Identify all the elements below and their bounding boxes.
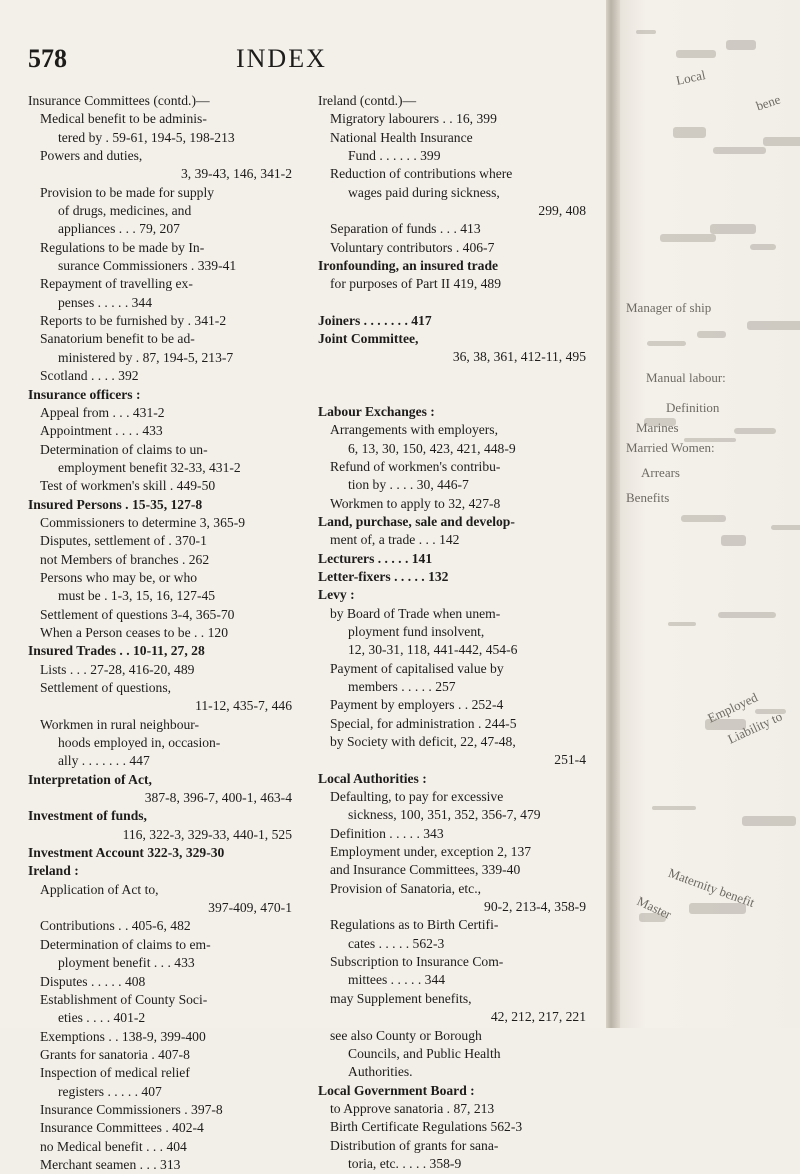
- index-line: ment of, a trade . . . 142: [330, 532, 460, 548]
- facing-page-fragment: Manual labour:: [646, 370, 726, 385]
- index-line: ministered by . 87, 194-5, 213-7: [58, 349, 234, 365]
- ink-smudge: [636, 30, 656, 34]
- page-header: [0, 44, 606, 84]
- index-heading: Investment Account 322-3, 329-30: [28, 845, 225, 861]
- index-line: toria, etc. . . . . 358-9: [348, 1155, 462, 1171]
- ink-smudge: [652, 806, 696, 810]
- index-line: Refund of workmen's contribu-: [330, 458, 501, 474]
- index-line: tered by . 59-61, 194-5, 198-213: [58, 129, 235, 145]
- ink-smudge: [644, 418, 676, 426]
- running-title: INDEX: [236, 44, 327, 73]
- ink-smudge: [697, 331, 726, 338]
- index-heading: Local Government Board :: [318, 1082, 475, 1098]
- index-line: National Health Insurance: [330, 129, 473, 145]
- ink-smudge: [771, 525, 800, 530]
- index-line: wages paid during sickness,: [348, 184, 500, 200]
- index-line: Voluntary contributors . 406-7: [330, 239, 495, 255]
- index-line: Fund . . . . . . 399: [348, 148, 441, 164]
- index-line: Insurance Commissioners . 397-8: [40, 1101, 223, 1117]
- index-line: may Supplement benefits,: [330, 990, 472, 1006]
- book-gutter: [606, 0, 620, 1028]
- index-column-left: [28, 92, 296, 1174]
- index-heading: Insured Persons . 15-35, 127-8: [28, 496, 203, 512]
- index-line: Appeal from . . . 431-2: [40, 404, 165, 420]
- index-line: Insurance Committees . 402-4: [40, 1120, 204, 1136]
- index-line: 11-12, 435-7, 446: [195, 698, 292, 714]
- facing-page-fragment: Definition: [666, 400, 720, 415]
- index-line: not Members of branches . 262: [40, 551, 210, 567]
- ink-smudge: [689, 903, 746, 914]
- index-line: penses . . . . . 344: [58, 294, 153, 310]
- facing-page-fragment: Employed: [705, 689, 760, 726]
- index-line: Defaulting, to pay for excessive: [330, 789, 504, 805]
- index-line: 3, 39-43, 146, 341-2: [180, 166, 292, 182]
- index-line: 6, 13, 30, 150, 423, 421, 448-9: [348, 440, 516, 456]
- index-line: Subscription to Insurance Com-: [330, 954, 504, 970]
- index-line: must be . 1-3, 15, 16, 127-45: [58, 588, 216, 604]
- index-line: Settlement of questions 3-4, 365-70: [40, 606, 235, 622]
- index-line: Councils, and Public Health: [348, 1045, 501, 1061]
- index-line: 387-8, 396-7, 400-1, 463-4: [144, 790, 292, 806]
- facing-page-edge: [606, 0, 800, 1028]
- index-line: Application of Act to,: [40, 881, 159, 897]
- ink-smudge: [763, 137, 800, 146]
- ink-smudge: [721, 535, 746, 546]
- index-line: 251-4: [554, 752, 586, 768]
- index-line: ally . . . . . . . 447: [58, 753, 150, 769]
- index-line: 397-409, 470-1: [208, 900, 292, 916]
- index-line: Payment by employers . . 252-4: [330, 697, 504, 713]
- index-heading: Lecturers . . . . . 141: [318, 550, 433, 566]
- ink-smudge: [639, 913, 666, 922]
- ink-smudge: [713, 147, 766, 154]
- ink-smudge: [681, 515, 726, 522]
- ink-smudge: [747, 321, 800, 330]
- index-heading: Labour Exchanges :: [318, 403, 435, 419]
- index-line: and Insurance Committees, 339-40: [330, 862, 521, 878]
- index-line: employment benefit 32-33, 431-2: [58, 459, 241, 475]
- ink-smudge: [726, 40, 756, 50]
- index-line: Workmen in rural neighbour-: [40, 716, 200, 732]
- index-line: Test of workmen's skill . 449-50: [40, 478, 216, 494]
- ink-smudge: [673, 127, 706, 138]
- index-heading: Insured Trades . . 10-11, 27, 28: [28, 643, 205, 659]
- index-line: 299, 408: [538, 203, 586, 219]
- index-line: Disputes . . . . . 408: [40, 973, 146, 989]
- index-line: Special, for administration . 244-5: [330, 715, 517, 731]
- index-line: Repayment of travelling ex-: [40, 276, 193, 292]
- index-line: Reports to be furnished by . 341-2: [40, 313, 227, 329]
- index-line: 36, 38, 361, 412-11, 495: [452, 349, 586, 365]
- index-line: Insurance Committees (contd.)—: [28, 93, 210, 108]
- index-line: sickness, 100, 351, 352, 356-7, 479: [348, 807, 541, 823]
- index-line: ployment benefit . . . 433: [58, 955, 195, 971]
- ink-smudge: [742, 816, 796, 826]
- index-line: Regulations as to Birth Certifi-: [330, 917, 499, 933]
- index-line: Definition . . . . . 343: [330, 825, 444, 841]
- index-line: of drugs, medicines, and: [58, 203, 192, 219]
- index-heading: Investment of funds,: [28, 808, 147, 824]
- index-heading: Joint Committee,: [318, 331, 419, 347]
- index-heading: Interpretation of Act,: [28, 771, 152, 787]
- index-heading: Ironfounding, an insured trade: [318, 258, 499, 274]
- index-line: Provision of Sanatoria, etc.,: [330, 880, 482, 896]
- index-line: Persons who may be, or who: [40, 569, 198, 585]
- facing-page-fragment: Arrears: [641, 465, 680, 480]
- facing-page-fragment: Master: [634, 893, 674, 922]
- index-line: Powers and duties,: [40, 148, 143, 164]
- ink-smudge: [710, 224, 756, 234]
- index-column-right: [318, 92, 590, 1173]
- ink-smudge: [734, 428, 776, 434]
- index-line: to Approve sanatoria . 87, 213: [330, 1100, 495, 1116]
- index-line: mittees . . . . . 344: [348, 972, 446, 988]
- index-line: appliances . . . 79, 207: [58, 221, 180, 237]
- index-line: Payment of capitalised value by: [330, 660, 504, 676]
- index-heading: Land, purchase, sale and develop-: [318, 513, 515, 529]
- index-heading: Levy :: [318, 587, 355, 603]
- index-line: tion by . . . . 30, 446-7: [348, 477, 469, 493]
- ink-smudge: [676, 50, 716, 58]
- index-line: Settlement of questions,: [40, 680, 172, 695]
- index-line: Appointment . . . . 433: [40, 423, 163, 439]
- ink-smudge: [668, 622, 696, 626]
- index-line: Ireland (contd.)—: [318, 93, 417, 108]
- index-line: 42, 212, 217, 221: [490, 1009, 586, 1025]
- index-line: Regulations to be made by In-: [40, 239, 205, 255]
- index-line: registers . . . . . 407: [58, 1083, 162, 1099]
- index-line: no Medical benefit . . . 404: [40, 1138, 187, 1154]
- index-line: eties . . . . 401-2: [58, 1010, 146, 1026]
- index-line: Merchant seamen . . . 313: [40, 1156, 181, 1172]
- index-line: Lists . . . 27-28, 416-20, 489: [40, 661, 195, 677]
- facing-page-fragment: Manager of ship: [626, 300, 712, 315]
- index-line: Disputes, settlement of . 370-1: [40, 533, 207, 549]
- facing-page-fragment: Marines: [636, 420, 679, 435]
- index-line: Reduction of contributions where: [330, 166, 513, 182]
- ink-smudge: [660, 234, 716, 242]
- index-line: Determination of claims to un-: [40, 441, 208, 457]
- ink-smudge: [755, 709, 786, 714]
- index-line: see also County or Borough: [330, 1027, 482, 1043]
- index-line: ployment fund insolvent,: [348, 623, 485, 639]
- index-line: surance Commissioners . 339-41: [58, 258, 237, 274]
- spacer: [318, 385, 590, 403]
- index-line: When a Person ceases to be . . 120: [40, 624, 228, 640]
- index-line: 90-2, 213-4, 358-9: [484, 899, 586, 915]
- index-line: Employment under, exception 2, 137: [330, 844, 532, 860]
- index-line: Inspection of medical relief: [40, 1065, 190, 1081]
- index-line: Scotland . . . . 392: [40, 368, 139, 384]
- index-line: 116, 322-3, 329-33, 440-1, 525: [122, 826, 292, 842]
- index-line: 12, 30-31, 118, 441-442, 454-6: [348, 642, 518, 658]
- facing-page-fragment: bene: [754, 91, 783, 114]
- index-line: hoods employed in, occasion-: [58, 735, 221, 751]
- spacer: [318, 367, 590, 385]
- facing-page-fragment: Maternity benefit: [666, 864, 757, 911]
- ink-smudge: [705, 719, 746, 730]
- index-line: Authorities.: [348, 1064, 413, 1080]
- index-line: by Society with deficit, 22, 47-48,: [330, 734, 516, 749]
- facing-page-fragment: Benefits: [626, 490, 670, 505]
- index-line: by Board of Trade when unem-: [330, 605, 501, 621]
- index-line: Medical benefit to be adminis-: [40, 111, 207, 127]
- index-line: Contributions . . 405-6, 482: [40, 918, 191, 934]
- index-heading: Ireland :: [28, 863, 79, 879]
- index-line: Arrangements with employers,: [330, 422, 498, 438]
- index-line: Separation of funds . . . 413: [330, 221, 481, 237]
- page-number: 578: [28, 44, 67, 73]
- ink-smudge: [718, 612, 776, 618]
- index-line: Sanatorium benefit to be ad-: [40, 331, 195, 347]
- index-line: Exemptions . . 138-9, 399-400: [40, 1028, 206, 1044]
- facing-page-fragment: Married Women:: [626, 440, 715, 455]
- index-line: Provision to be made for supply: [40, 184, 215, 200]
- index-line: Workmen to apply to 32, 427-8: [330, 495, 501, 511]
- ink-smudge: [647, 341, 686, 346]
- spacer: [318, 294, 590, 312]
- index-line: members . . . . . 257: [348, 678, 456, 694]
- index-line: Migratory labourers . . 16, 399: [330, 111, 497, 127]
- index-line: Establishment of County Soci-: [40, 991, 208, 1007]
- index-heading: Letter-fixers . . . . . 132: [318, 568, 449, 584]
- facing-page-fragment: Liability to: [725, 708, 785, 747]
- index-heading: Joiners . . . . . . . 417: [318, 312, 432, 328]
- index-line: Commissioners to determine 3, 365-9: [40, 514, 246, 530]
- index-line: Distribution of grants for sana-: [330, 1137, 499, 1153]
- index-line: for purposes of Part II 419, 489: [330, 276, 502, 292]
- facing-page-fragment: Local: [674, 67, 707, 88]
- index-line: Determination of claims to em-: [40, 936, 211, 952]
- index-heading: Insurance officers :: [28, 386, 141, 402]
- index-line: Birth Certificate Regulations 562-3: [330, 1119, 523, 1135]
- ink-smudge: [684, 438, 736, 442]
- ink-smudge: [750, 244, 776, 250]
- index-heading: Local Authorities :: [318, 770, 427, 786]
- index-line: cates . . . . . 562-3: [348, 935, 445, 951]
- index-line: Grants for sanatoria . 407-8: [40, 1046, 190, 1062]
